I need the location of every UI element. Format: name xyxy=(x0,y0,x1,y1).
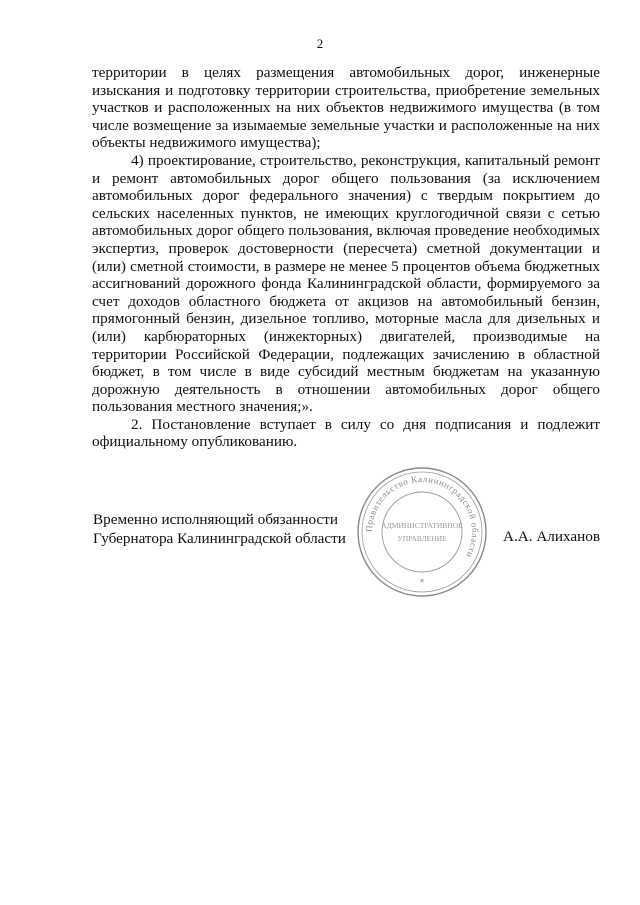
paragraph: территории в целях размещения автомобильных дорог, инженерные изыскания и подготовку территории строительства, приобретение земельных участков и расположенных на них объектов недвижимого имущества (в том числе возмещение за изымаемые земельные участки и расположенные на них объекты недвижимого имущества); xyxy=(92,64,600,152)
svg-text:*: * xyxy=(419,578,425,588)
svg-text:Правительство Калининградской xyxy=(364,474,480,560)
signatory-title xyxy=(93,510,346,548)
document-body xyxy=(92,64,600,451)
paragraph: 4) проектирование, строительство, реконструкция, капитальный ремонт и ремонт автомобильных дорог общего пользования (за исключением автомобильных дорог федерального значения) с твердым покрытием до сельских населенных пунктов, не имеющих круглогодичной связи с сетью автомобильных дорог общего пользования, включая проведение необходимых экспертиз, проверок достоверности (пересчета) сметной документации и (или) сметной стоимости, в размере не менее 5 процентов объема бюджетных ассигнований дорожного фонда Калининградской области, формируемого за счет доходов областного бюджета от акцизов на автомобильный бензин, прямогонный бензин, дизельное топливо, моторные масла для дизельных и (или) карбюраторных (инжекторных) двигателей, производимые на территории Российской Федерации, подлежащих зачислению в областной бюджет, в том числе в виде субсидий местным бюджетам на указанную дорожную деятельность в отношении автомобильных дорог общего пользования местного значения;». xyxy=(92,151,600,416)
official-seal xyxy=(352,462,492,602)
paragraph: 2. Постановление вступает в силу со дня подписания и подлежит официальному опубликованию. xyxy=(92,415,600,451)
seal-icon xyxy=(352,462,492,602)
seal-ring-text: Правительство Калининградской области xyxy=(363,473,481,560)
signatory-title-line: Губернатора Калининградской области xyxy=(93,530,346,547)
seal-center-text: АДМИНИСТРАТИВНОЕ xyxy=(381,521,463,530)
seal-center-text: УПРАВЛЕНИЕ xyxy=(397,534,447,543)
signatory-title-line: Временно исполняющий обязанности xyxy=(93,511,339,528)
signatory-name: А.А. Алиханов xyxy=(503,528,601,545)
page-number: 2 xyxy=(316,36,324,51)
